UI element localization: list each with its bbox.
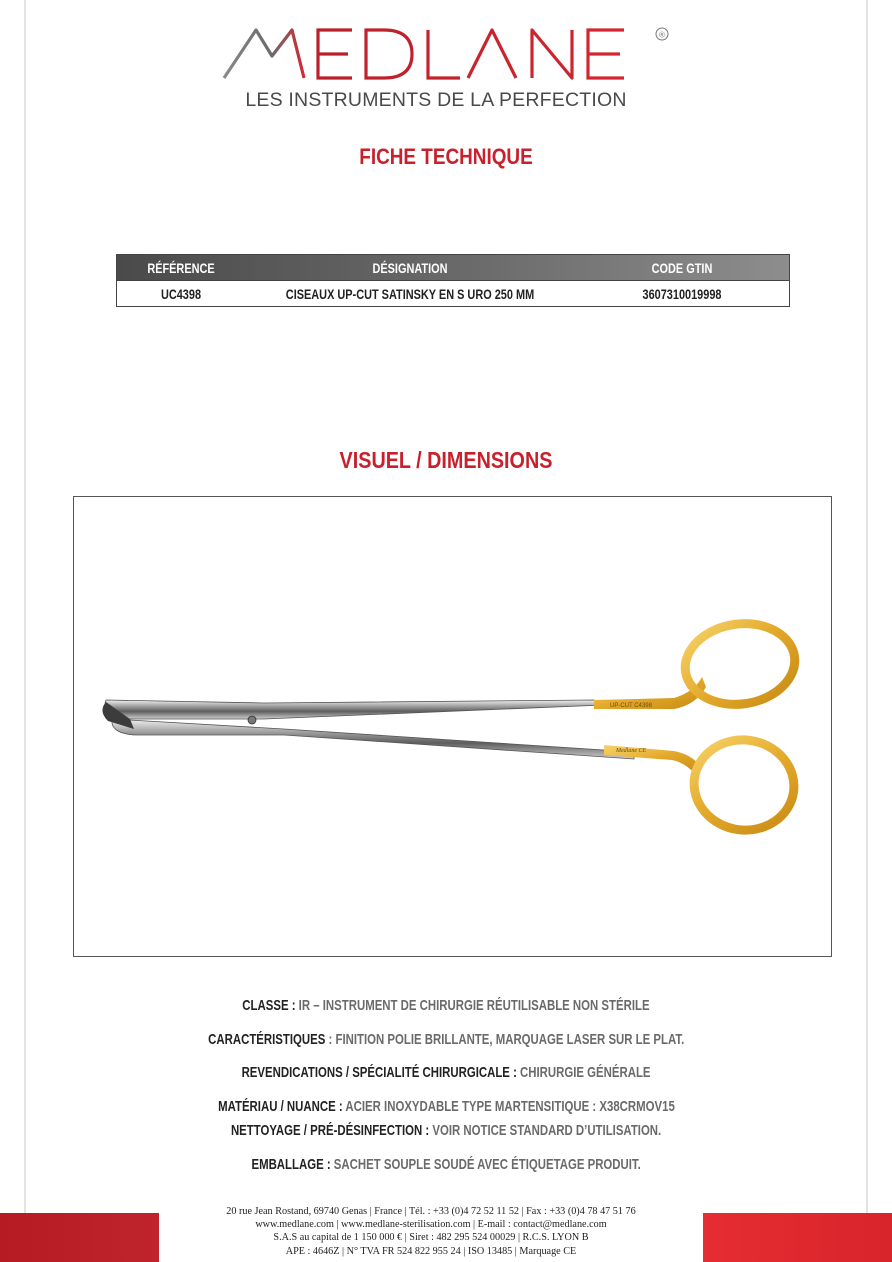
spec-nettoyage-label: NETTOYAGE / PRÉ-DÉSINFECTION : xyxy=(230,1122,430,1139)
laser-mark-upper: UP-CUT C4398 xyxy=(610,703,652,709)
spec-classe-label: CLASSE : xyxy=(242,997,296,1014)
spec-materiau-value: ACIER INOXYDABLE TYPE MARTENSITIQUE : X38CRMOV15 xyxy=(342,1098,675,1115)
spec-classe xyxy=(0,997,892,1014)
footer-address: 20 rue Jean Rostand, 69740 Genas | France | Tél. : +33 (0)4 72 52 11 52 | Fax : +33 (0)4 78 47 51 76 xyxy=(226,1206,636,1217)
lower-finger-ring xyxy=(688,733,800,836)
fiche-technique-title: FICHE TECHNIQUE xyxy=(359,144,533,169)
header-designation: DÉSIGNATION xyxy=(372,259,448,276)
table-row xyxy=(117,281,789,306)
spec-caracteristiques-label: CARACTÉRISTIQUES xyxy=(207,1031,326,1048)
pivot-screw xyxy=(248,716,256,724)
spec-emballage xyxy=(0,1156,892,1173)
spec-caracteristiques-value: : FINITION POLIE BRILLANTE, MARQUAGE LASER SUR LE PLAT. xyxy=(325,1031,685,1048)
instrument-visual-frame xyxy=(73,496,832,957)
lower-blade-shaft xyxy=(112,719,634,759)
spec-nettoyage-value: VOIR NOTICE STANDARD D’UTILISATION. xyxy=(429,1122,662,1139)
spec-materiau-label: MATÉRIAU / NUANCE : xyxy=(217,1098,343,1115)
spec-materiau xyxy=(0,1098,892,1115)
scissors-illustration xyxy=(74,497,831,956)
footer-legal: S.A.S au capital de 1 150 000 € | Siret : 482 295 524 00029 | R.C.S. LYON B xyxy=(273,1232,589,1244)
spec-revendications-label: REVENDICATIONS / SPÉCIALITÉ CHIRURGICALE : xyxy=(241,1064,517,1081)
table-header-row xyxy=(117,255,789,281)
spec-revendications xyxy=(0,1064,892,1081)
footer-web: www.medlane.com | www.medlane-sterilisation.com | E-mail : contact@medlane.com xyxy=(255,1219,607,1231)
registered-mark: ® xyxy=(659,30,665,40)
laser-mark-lower: Medlane CE xyxy=(616,748,647,754)
cell-reference: UC4398 xyxy=(160,285,202,302)
spec-revendications-value: CHIRURGIE GÉNÉRALE xyxy=(516,1064,651,1081)
spec-classe-value: IR – INSTRUMENT DE CHIRURGIE RÉUTILISABLE NON STÉRILE xyxy=(295,997,650,1014)
medlane-logo xyxy=(222,22,674,84)
company-footer xyxy=(170,1205,692,1258)
footer-bar-right xyxy=(703,1213,892,1262)
reference-table xyxy=(116,254,790,307)
footer-registration: APE : 4646Z | N° TVA FR 524 822 955 24 | ISO 13485 | Marquage CE xyxy=(285,1245,577,1257)
cell-code-gtin: 3607310019998 xyxy=(642,285,722,302)
spec-nettoyage xyxy=(0,1122,892,1139)
spec-emballage-label: EMBALLAGE : xyxy=(251,1156,331,1173)
spec-emballage-value: SACHET SOUPLE SOUDÉ AVEC ÉTIQUETAGE PRODUIT. xyxy=(330,1156,641,1173)
header-reference: RÉFÉRENCE xyxy=(147,259,215,276)
upper-blade-shaft xyxy=(105,700,604,719)
header-code-gtin: CODE GTIN xyxy=(651,259,713,276)
spec-caracteristiques xyxy=(0,1031,892,1048)
visuel-dimensions-title: VISUEL / DIMENSIONS xyxy=(339,447,553,473)
footer-bar-left xyxy=(0,1213,159,1262)
cell-designation: CISEAUX UP-CUT SATINSKY EN S URO 250 MM xyxy=(285,285,535,302)
tagline: LES INSTRUMENTS DE LA PERFECTION xyxy=(245,89,627,111)
upper-finger-ring xyxy=(680,617,800,712)
